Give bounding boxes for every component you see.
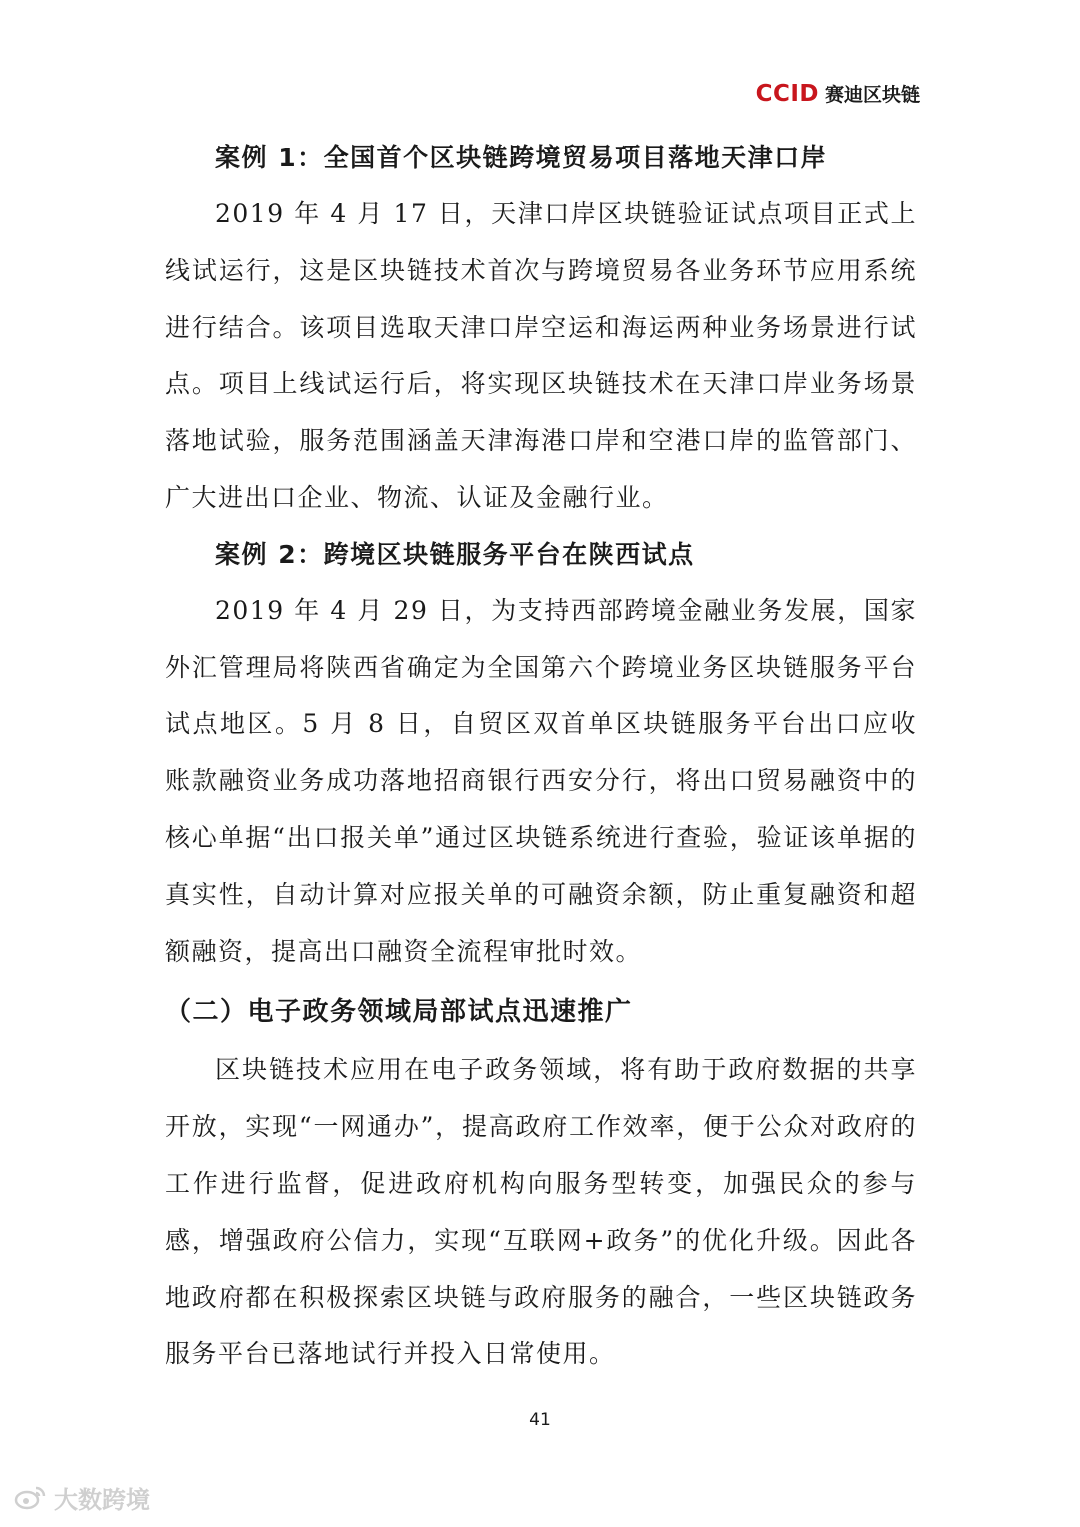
document-body (165, 130, 917, 1383)
logo-brand: CCID (755, 81, 819, 107)
case1-title: 案例 1：全国首个区块链跨境贸易项目落地天津口岸 (215, 143, 828, 172)
section-paragraph: 区块链技术应用在电子政务领域，将有助于政府数据的共享开放，实现“一网通办”，提高政府工作效率，便于公众对政府的工作进行监督，促进政府机构向服务型转变，加强民众的参与感，增强政府公信力，实现“互联网+政务”的优化升级。因此各地政府都在积极探索区块链与政府服务的融合，一些区块链政务服务平台已落地试行并投入日常使用。 (165, 1055, 917, 1369)
case2-paragraph: 2019 年 4 月 29 日，为支持西部跨境金融业务发展，国家外汇管理局将陕西省确定为全国第六个跨境业务区块链服务平台试点地区。5 月 8 日，自贸区双首单区块链服务平台出口应收账款融资业务成功落地招商银行西安分行，将出口贸易融资中的核心单据“出口报关单”通过区块链系统进行查验，验证该单据的真实性，自动计算对应报关单的可融资余额，防止重复融资和超额融资，提高出口融资全流程审批时效。 (165, 595, 917, 966)
case2-title: 案例 2：跨境区块链服务平台在陕西试点 (215, 539, 695, 569)
watermark (14, 1480, 150, 1515)
watermark-text: 大数跨境 (54, 1486, 150, 1514)
logo-subtitle: 赛迪区块链 (824, 84, 920, 106)
case1-paragraph: 2019 年 4 月 17 日，天津口岸区块链验证试点项目正式上线试运行，这是区块链技术首次与跨境贸易各业务环节应用系统进行结合。该项目选取天津口岸空运和海运两种业务场景进行试点。项目上线试运行后，将实现区块链技术在天津口岸业务场景落地试验，服务范围涵盖天津海港口岸和空港口岸的监管部门、广大进出口企业、物流、认证及金融行业。 (165, 199, 917, 512)
header-logo (756, 80, 920, 107)
weibo-logo-icon (14, 1484, 48, 1512)
section-heading: （二）电子政务领域局部试点迅速推广 (165, 997, 633, 1028)
page-number: 41 (529, 1410, 551, 1430)
